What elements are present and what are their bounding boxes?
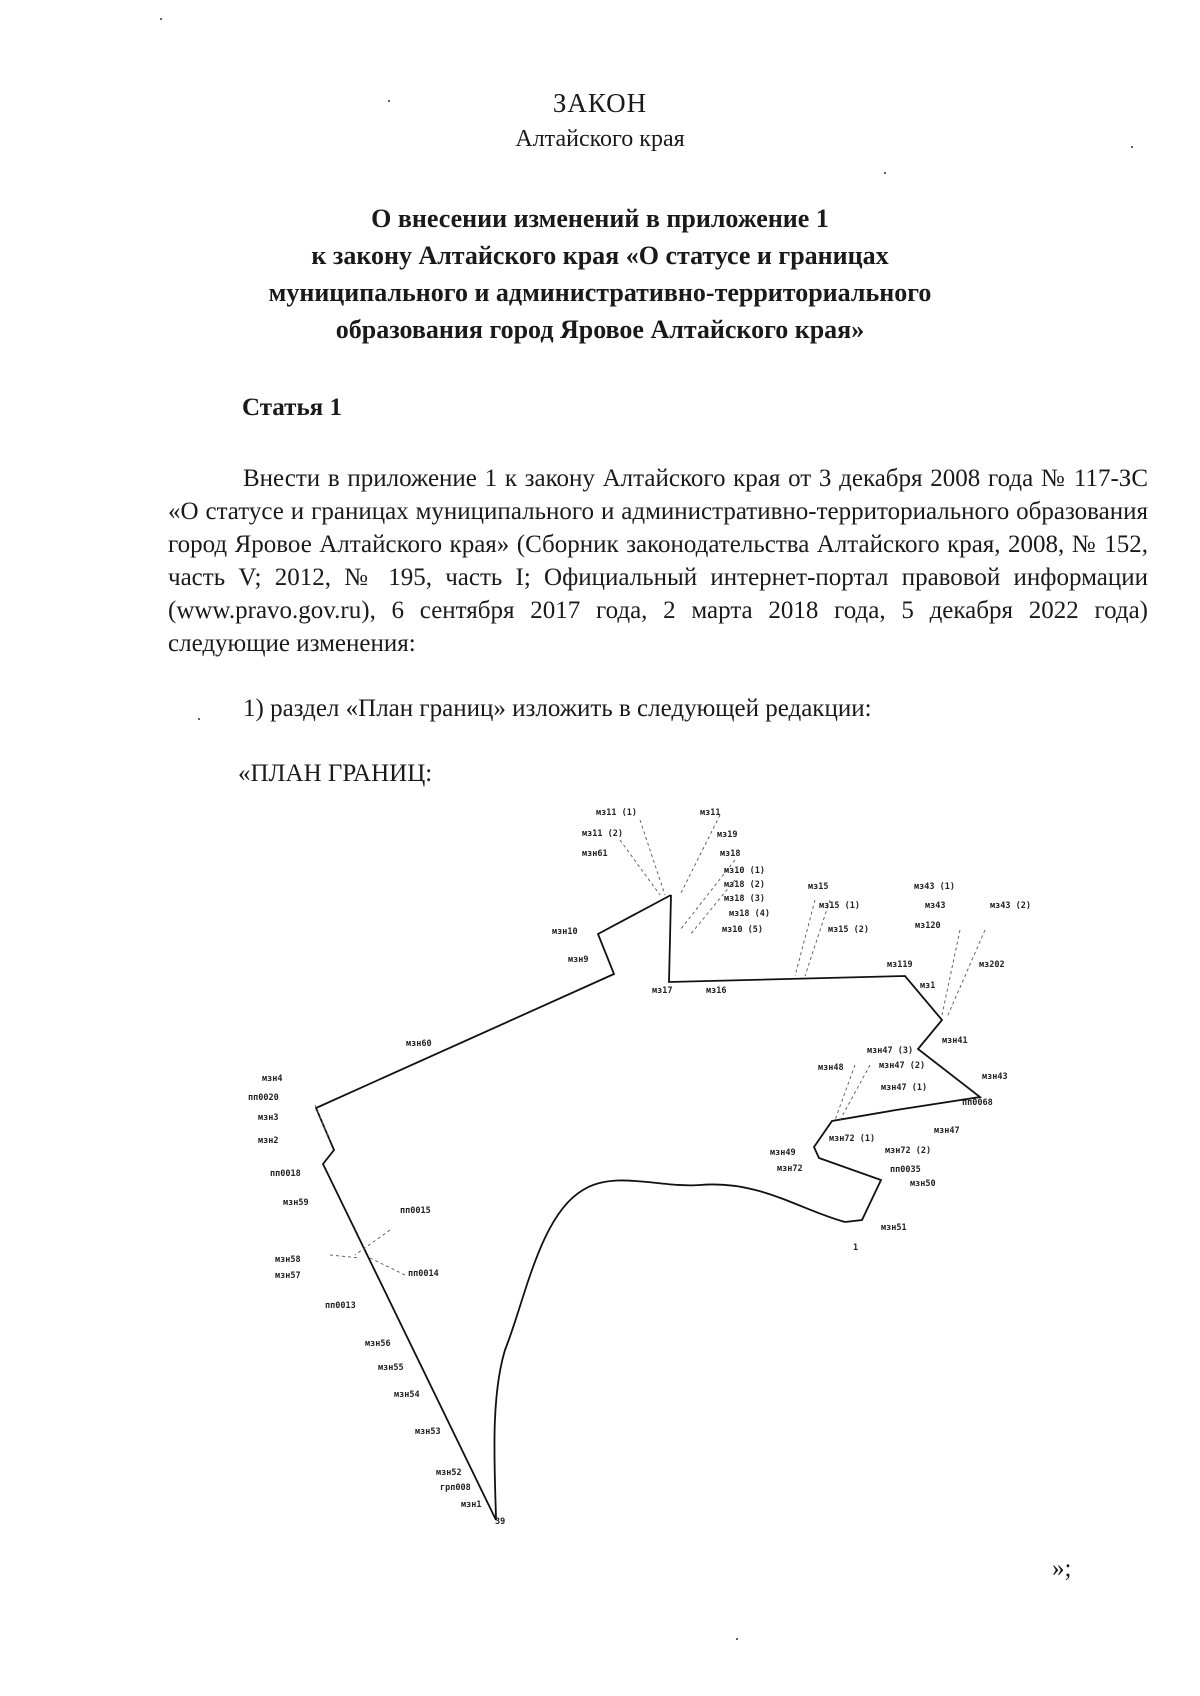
scan-speck	[198, 718, 200, 720]
map-label: мз18 (2)	[724, 880, 765, 890]
map-label: пп0020	[248, 1093, 279, 1103]
map-label: грп008	[440, 1483, 471, 1493]
map-label: мзн4	[262, 1074, 283, 1084]
map-label: мзн3	[258, 1113, 279, 1123]
map-label: мзн58	[275, 1255, 301, 1265]
map-label: мз43 (1)	[914, 882, 955, 892]
list-item-1: 1) раздел «План границ» изложить в следующей редакции:	[243, 695, 872, 722]
map-label: мз18 (4)	[729, 909, 770, 919]
map-label: мзн51	[881, 1223, 907, 1233]
article-title: Статья 1	[242, 394, 342, 421]
map-label: мзн61	[582, 849, 608, 859]
map-label: мзн56	[365, 1339, 391, 1349]
map-label: мз15 (2)	[828, 925, 869, 935]
map-label: мз18	[720, 849, 741, 859]
map-label: мз1	[920, 981, 936, 991]
map-label: мз16	[706, 986, 727, 996]
map-label: мз11 (2)	[582, 829, 623, 839]
heading-line: О внесении изменений в приложение 1	[371, 204, 829, 233]
map-label: мз120	[915, 921, 941, 931]
map-label: мзн9	[568, 955, 589, 965]
scan-speck	[1131, 146, 1133, 148]
map-label: мзн57	[275, 1271, 301, 1281]
map-label: мз15	[808, 882, 829, 892]
map-label: пп0014	[408, 1269, 439, 1279]
map-label: мзн49	[770, 1148, 796, 1158]
map-label: мзн55	[378, 1363, 404, 1373]
map-label: мз202	[979, 960, 1005, 970]
map-label: мзн54	[394, 1390, 420, 1400]
map-label: пп0015	[400, 1206, 431, 1216]
map-label: мзн2	[258, 1136, 279, 1146]
map-label: мзн72	[777, 1164, 803, 1174]
closing-quote: »;	[1052, 1555, 1072, 1582]
map-label: пп0035	[890, 1165, 921, 1175]
map-label: пп0013	[325, 1301, 356, 1311]
map-label: пп0018	[270, 1169, 301, 1179]
map-label: мз17	[652, 986, 673, 996]
plan-label: «ПЛАН ГРАНИЦ:	[238, 760, 433, 787]
scan-speck	[884, 172, 886, 174]
map-label: мзн59	[283, 1198, 309, 1208]
map-label: мз10 (1)	[724, 866, 765, 876]
map-label: мз11	[700, 808, 721, 818]
map-label: мзн10	[552, 927, 578, 937]
law-title: ЗАКОН	[552, 88, 648, 118]
heading-line: образования город Яровое Алтайского края»	[335, 315, 865, 344]
map-label: мз43	[925, 901, 946, 911]
heading-line: муниципального и административно-территориального	[268, 278, 932, 307]
map-label: мзн50	[910, 1179, 936, 1189]
map-label: мзн47	[934, 1126, 960, 1136]
map-label: мз19	[717, 830, 738, 840]
scan-speck	[736, 1638, 738, 1640]
map-labels	[248, 808, 1031, 1527]
map-label: 39	[495, 1517, 506, 1527]
map-label: мзн72 (1)	[829, 1134, 876, 1144]
map-label: мз15 (1)	[819, 901, 860, 911]
map-label: мзн60	[406, 1039, 432, 1049]
map-label: мзн52	[436, 1468, 462, 1478]
map-label: пп0068	[962, 1098, 993, 1108]
map-label: мзн72 (2)	[885, 1146, 932, 1156]
map-label: мз119	[887, 960, 913, 970]
map-label: 1	[853, 1243, 859, 1253]
region-subtitle: Алтайского края	[515, 126, 685, 152]
map-label: мз10 (5)	[722, 925, 763, 935]
map-label: мзн48	[818, 1063, 844, 1073]
map-label: мзн43	[982, 1072, 1008, 1082]
map-label: мзн47 (2)	[879, 1061, 926, 1071]
map-label: мз18 (3)	[724, 894, 765, 904]
map-label: мзн41	[942, 1036, 968, 1046]
map-label: мзн47 (3)	[867, 1046, 914, 1056]
map-label: мз43 (2)	[990, 901, 1031, 911]
map-label: мз11 (1)	[596, 808, 637, 818]
heading-line: к закону Алтайского края «О статусе и границах	[311, 241, 889, 270]
article-body-paragraph: Внести в приложение 1 к закону Алтайского края от 3 декабря 2008 года № 117-ЗС «О статусе и границах муниципального и административно-территориального образования город Яровое Алтайского края» (Сборник законодательства Алтайского края, 2008, № 152, часть V; 2012, № 195, часть I; Официальный интернет-портал правовой информации (www.pravo.gov.ru), 6 сентября 2017 года, 2 марта 2018 года, 5 декабря 2022 года) следующие изменения:	[168, 465, 1148, 657]
map-label: мзн47 (1)	[881, 1083, 928, 1093]
map-label: мзн53	[415, 1427, 441, 1437]
map-label: мзн1	[461, 1500, 482, 1510]
scan-speck	[160, 18, 162, 20]
scan-speck	[388, 100, 390, 102]
